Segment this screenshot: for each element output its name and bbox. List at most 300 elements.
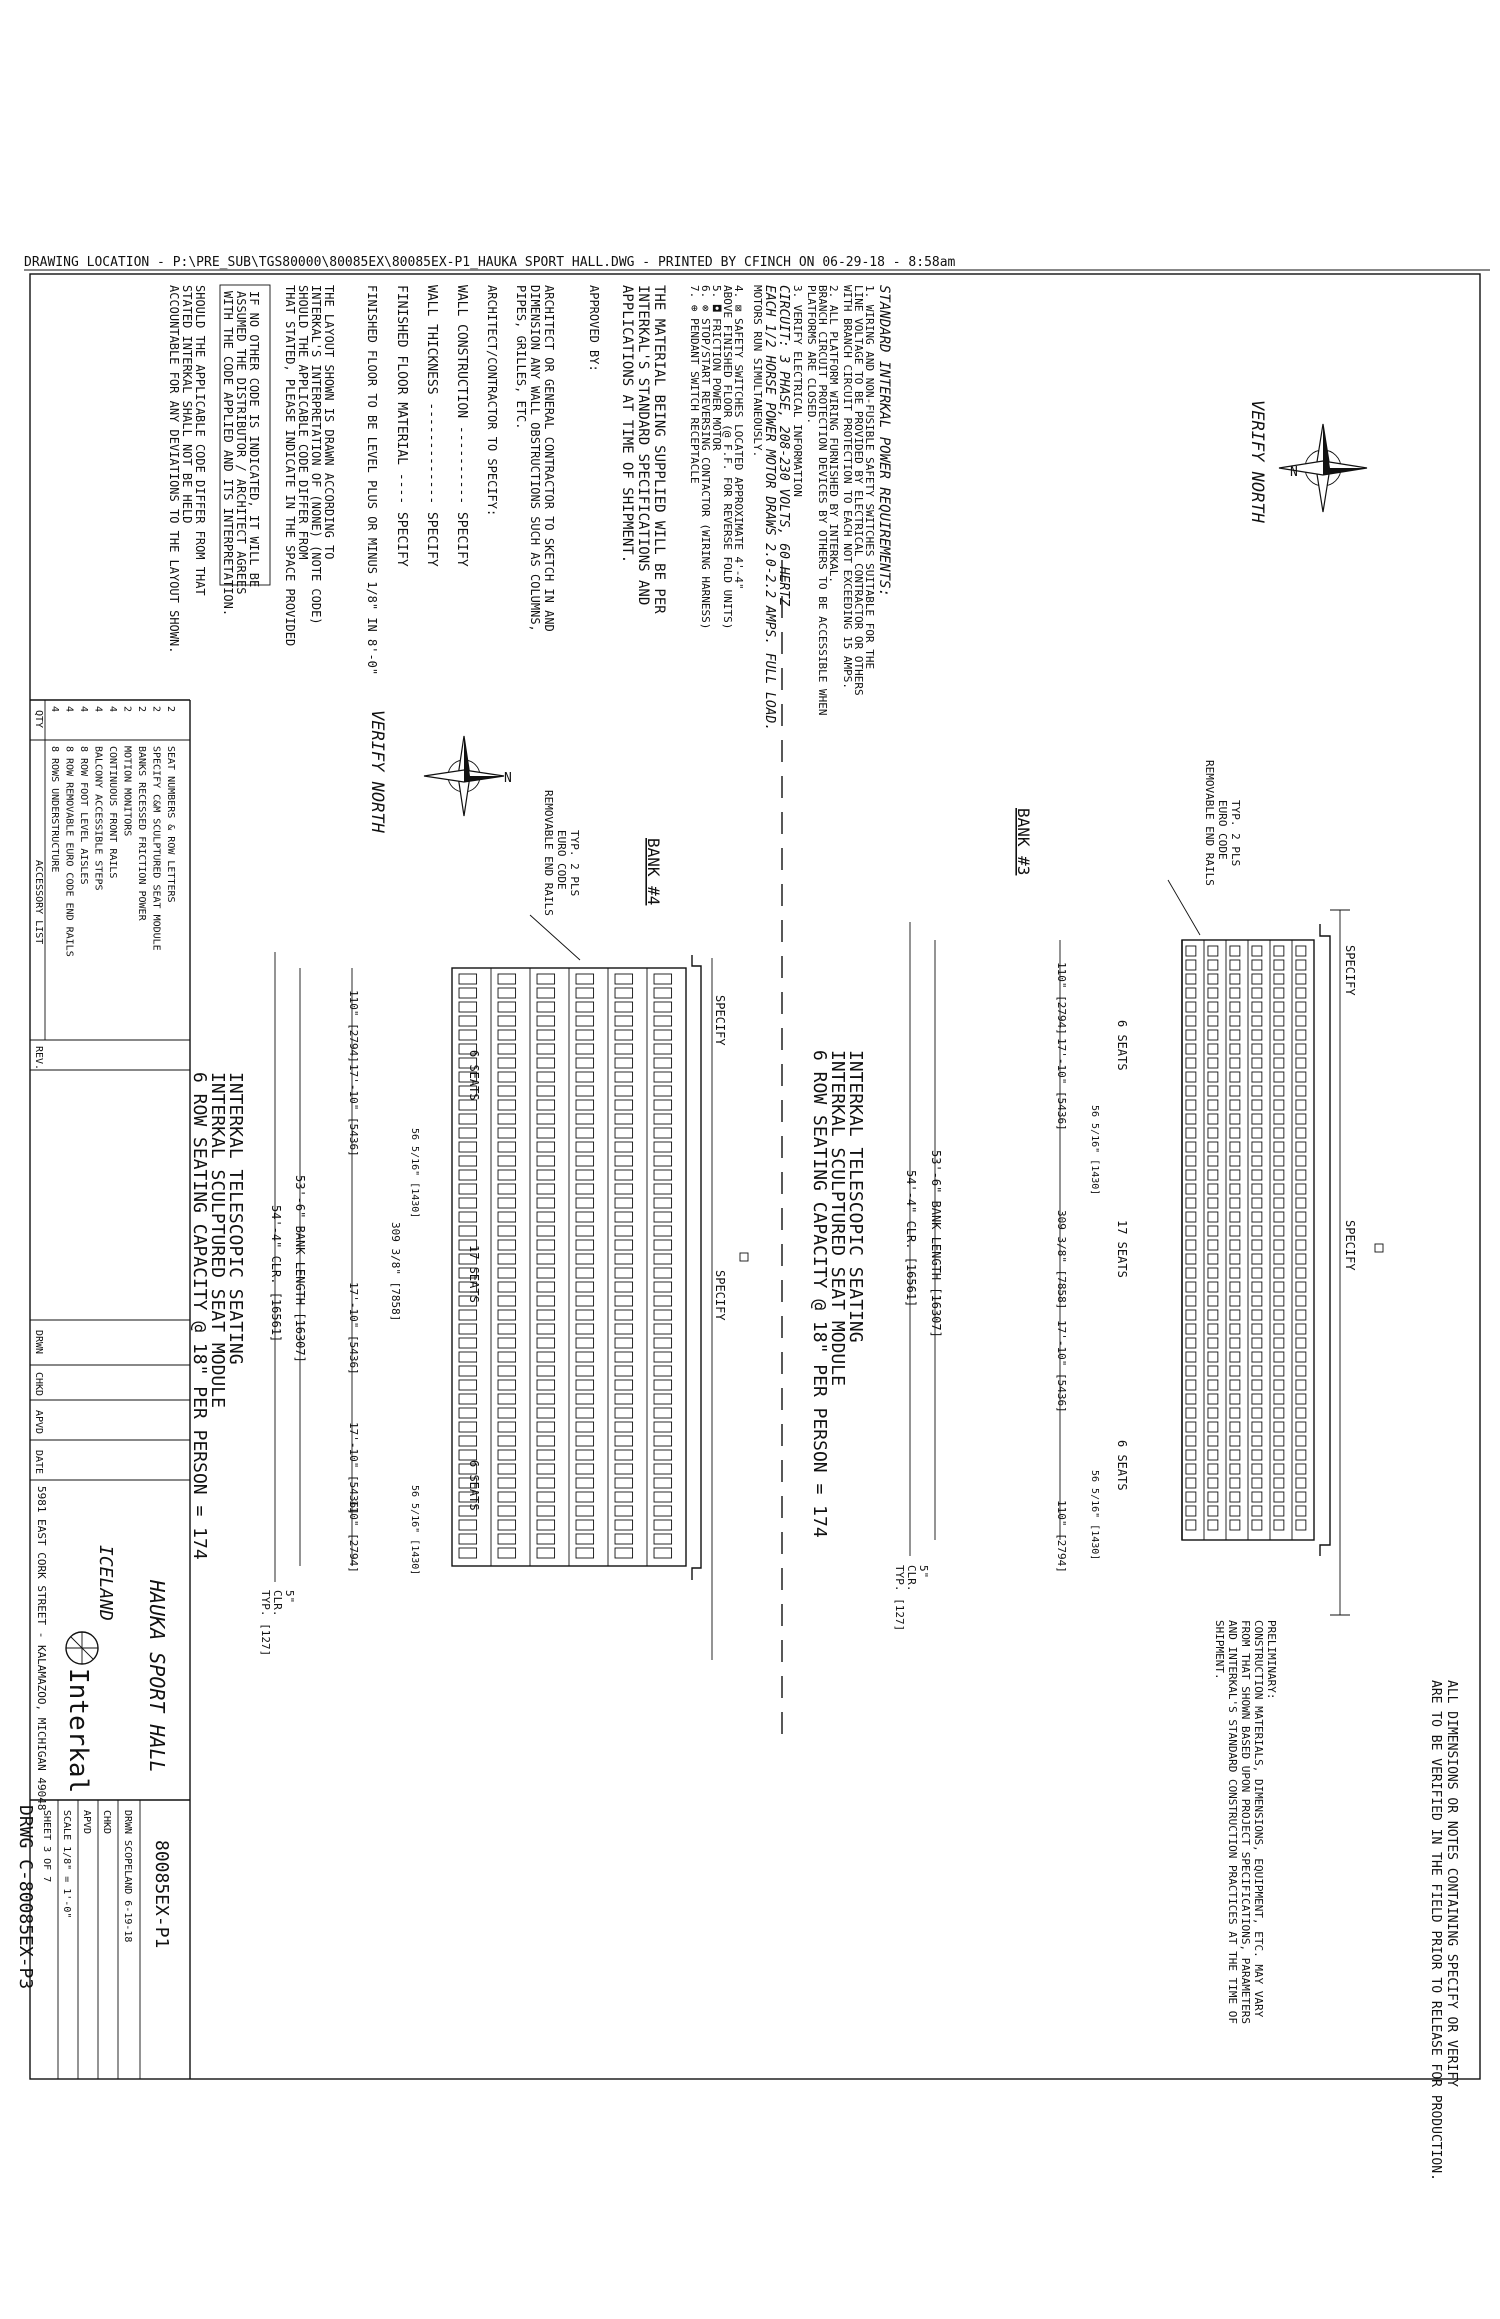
seat-module <box>615 1128 633 1138</box>
seat-module <box>1186 960 1196 970</box>
seat-module <box>576 1086 594 1096</box>
seat-module <box>615 1338 633 1348</box>
seat-module <box>1252 1492 1262 1502</box>
seat-module <box>1274 1310 1284 1320</box>
seat-module <box>459 1548 477 1558</box>
seat-module <box>654 1156 672 1166</box>
seat-module <box>1230 1324 1240 1334</box>
seat-module <box>498 1450 516 1460</box>
seat-module <box>654 1268 672 1278</box>
seat-module <box>654 1030 672 1040</box>
seat-module <box>459 1100 477 1110</box>
seat-module <box>654 1534 672 1544</box>
seat-module <box>1296 1352 1306 1362</box>
seat-module <box>537 1086 555 1096</box>
seat-module <box>1208 1478 1218 1488</box>
architect-note: ARCHITECT OR GENERAL CONTRACTOR TO SKETCH IN AND <box>542 285 556 632</box>
clearance-note: TYP. [127] <box>893 1565 906 1632</box>
seat-module <box>1274 1506 1284 1516</box>
seat-module <box>1274 1268 1284 1278</box>
seat-module <box>1230 1240 1240 1250</box>
seat-module <box>1208 1268 1218 1278</box>
seat-module <box>654 1520 672 1530</box>
seat-module <box>615 1506 633 1516</box>
seat-module <box>1252 1002 1262 1012</box>
seat-module <box>1208 1198 1218 1208</box>
seat-module <box>459 1380 477 1390</box>
seat-module <box>1274 1212 1284 1222</box>
seat-module <box>459 1016 477 1026</box>
seat-module <box>537 1128 555 1138</box>
seat-module <box>1186 1114 1196 1124</box>
seat-module <box>1186 1492 1196 1502</box>
seat-module <box>1296 1268 1306 1278</box>
seat-module <box>654 1016 672 1026</box>
seat-module <box>1296 1240 1306 1250</box>
seat-module <box>537 1016 555 1026</box>
seat-module <box>615 1044 633 1054</box>
seat-module <box>654 1058 672 1068</box>
bank-4 <box>189 790 748 1660</box>
seat-module <box>615 1002 633 1012</box>
seat-module <box>1186 1142 1196 1152</box>
seat-rows <box>1186 940 1306 1540</box>
seat-module <box>1274 1086 1284 1096</box>
seat-module <box>1208 1072 1218 1082</box>
seat-module <box>1186 1464 1196 1474</box>
seat-module <box>576 974 594 984</box>
seat-module <box>459 974 477 984</box>
dimension-label: 56 5/16" [1430] <box>409 1128 420 1219</box>
seat-module <box>1208 1450 1218 1460</box>
seat-module <box>1208 1366 1218 1376</box>
seat-module <box>537 1478 555 1488</box>
dimension-label: 17'-10" [5436] <box>347 1422 360 1515</box>
seat-module <box>1208 1002 1218 1012</box>
seat-module <box>1230 1520 1240 1530</box>
seat-module <box>615 1310 633 1320</box>
north-letter: N <box>1290 465 1298 480</box>
seat-module <box>1274 1296 1284 1306</box>
seat-module <box>1230 1198 1240 1208</box>
seat-module <box>459 1352 477 1362</box>
bank-length: 53'-6" BANK LENGTH [16307] <box>929 1150 943 1338</box>
seat-module <box>654 1548 672 1558</box>
seat-module <box>498 1240 516 1250</box>
seat-module <box>537 1198 555 1208</box>
preliminary-note: SHIPMENT. <box>1213 1620 1226 1680</box>
seat-module <box>1296 1184 1306 1194</box>
seat-module <box>615 1114 633 1124</box>
seat-module <box>459 1436 477 1446</box>
seat-module <box>537 1450 555 1460</box>
seat-module <box>615 1030 633 1040</box>
power-note-line: WITH BRANCH CIRCUIT PROTECTION TO EACH NOT EXCEEDING 15 AMPS. <box>841 285 854 689</box>
seat-module <box>1252 1324 1262 1334</box>
seat-module <box>654 1128 672 1138</box>
power-note-line: 4. ⊠ SAFETY SWITCHES LOCATED APPROXIMATE 4'-4" <box>732 285 745 590</box>
dimension-label: 56 5/16" [1430] <box>1089 1470 1100 1561</box>
dimension-label: 56 5/16" [1430] <box>1089 1105 1100 1196</box>
accessory-qty: 4 <box>78 706 89 713</box>
seat-module <box>654 1100 672 1110</box>
seat-module <box>1208 1492 1218 1502</box>
seat-module <box>654 1240 672 1250</box>
seat-module <box>1208 1422 1218 1432</box>
seat-module <box>1296 1072 1306 1082</box>
seat-module <box>537 1100 555 1110</box>
seat-module <box>1252 1086 1262 1096</box>
seat-module <box>1252 1310 1262 1320</box>
seat-module <box>654 1394 672 1404</box>
floor-level: FINISHED FLOOR TO BE LEVEL PLUS OR MINUS 1/8" IN 8'-0" <box>365 285 379 676</box>
seat-module <box>576 1408 594 1418</box>
seat-module <box>537 1492 555 1502</box>
seat-module <box>498 1492 516 1502</box>
accessory-qty: 4 <box>107 706 118 713</box>
seat-module <box>1274 1030 1284 1040</box>
seat-module <box>1274 1338 1284 1348</box>
seat-module <box>498 1254 516 1264</box>
seat-module <box>1274 1058 1284 1068</box>
seat-module <box>498 1352 516 1362</box>
seat-module <box>1252 1030 1262 1040</box>
accountable-note: SHOULD THE APPLICABLE CODE DIFFER FROM THAT <box>193 285 207 596</box>
seat-module <box>1230 960 1240 970</box>
seat-module <box>1230 974 1240 984</box>
seat-module <box>537 1170 555 1180</box>
seat-module <box>654 1226 672 1236</box>
seat-module <box>615 1394 633 1404</box>
end-rails-note: EURO CODE <box>555 830 568 890</box>
seat-module <box>1274 1324 1284 1334</box>
dimension-label: 110" [2794] <box>347 990 360 1063</box>
seat-module <box>1186 1128 1196 1138</box>
seat-module <box>615 1086 633 1096</box>
seat-module <box>498 1520 516 1530</box>
seat-module <box>1252 1478 1262 1488</box>
accessory-qty: 4 <box>63 706 75 713</box>
seat-module <box>1208 974 1218 984</box>
seat-module <box>498 1030 516 1040</box>
seat-module <box>576 1268 594 1278</box>
seat-module <box>1186 1086 1196 1096</box>
seat-module <box>615 1548 633 1558</box>
power-note-line: ABOVE FINISHED FLOOR (@ F.F. FOR REVERSE FOLD UNITS) <box>721 285 734 630</box>
seat-module <box>1274 1464 1284 1474</box>
seat-module <box>498 1002 516 1012</box>
seat-module <box>1186 1002 1196 1012</box>
accessory-qty: 4 <box>92 706 104 713</box>
seat-module <box>498 1100 516 1110</box>
seat-module <box>498 1478 516 1488</box>
seat-module <box>1230 1366 1240 1376</box>
title-block <box>15 700 190 2079</box>
preliminary-note: CONSTRUCTION MATERIALS, DIMENSIONS, EQUIPMENT, ETC. MAY VARY <box>1252 1620 1265 2018</box>
seat-module <box>459 1030 477 1040</box>
seat-module <box>498 1156 516 1166</box>
approved-by: APPROVED BY: <box>587 285 601 372</box>
seat-module <box>1296 1296 1306 1306</box>
code-box-line: IF NO OTHER CODE IS INDICATED, IT WILL BE <box>247 291 261 588</box>
seat-module <box>1296 1142 1306 1152</box>
seat-module <box>654 1324 672 1334</box>
accessory-item: 8 ROW FOOT LEVEL AISLES <box>78 746 89 885</box>
seat-module <box>1230 1114 1240 1124</box>
seat-module <box>1208 1142 1218 1152</box>
power-note-line: MOTORS RUN SIMULTANEOUSLY. <box>751 285 764 458</box>
seat-module <box>1186 1226 1196 1236</box>
seat-module <box>1252 1212 1262 1222</box>
seat-module <box>576 1520 594 1530</box>
seat-module <box>1252 1296 1262 1306</box>
seat-module <box>654 1002 672 1012</box>
power-note-line: 5. ◘ FRICTION POWER MOTOR <box>710 285 723 451</box>
seat-module <box>1230 988 1240 998</box>
seat-module <box>1230 1408 1240 1418</box>
seat-module <box>537 1464 555 1474</box>
seat-module <box>576 1394 594 1404</box>
seat-module <box>1252 1240 1262 1250</box>
seat-module <box>1274 1394 1284 1404</box>
seat-module <box>576 1380 594 1390</box>
seat-module <box>537 1226 555 1236</box>
seat-module <box>1186 1156 1196 1166</box>
wall-thickness: WALL THICKNESS ------------- SPECIFY <box>424 285 439 567</box>
seat-module <box>1186 1506 1196 1516</box>
seat-rows <box>459 968 672 1566</box>
seat-module <box>654 1352 672 1362</box>
seat-module <box>654 1408 672 1418</box>
seat-module <box>1252 1184 1262 1194</box>
seat-module <box>1252 1226 1262 1236</box>
seat-module <box>576 1422 594 1432</box>
seat-count-label: 6 SEATS <box>1115 1020 1129 1071</box>
seat-module <box>576 1044 594 1054</box>
qty-header: QTY <box>33 710 44 729</box>
seat-module <box>1252 1072 1262 1082</box>
seat-module <box>1252 1254 1262 1264</box>
seat-module <box>1252 1408 1262 1418</box>
clear-length: 54'-4" CLR. [16561] <box>904 1170 918 1308</box>
seat-module <box>1208 1338 1218 1348</box>
seat-module <box>1230 1254 1240 1264</box>
seat-module <box>1296 1002 1306 1012</box>
accessory-qty: 2 <box>150 706 162 713</box>
seat-module <box>498 1436 516 1446</box>
seat-module <box>1208 988 1218 998</box>
seat-module <box>498 1044 516 1054</box>
seat-module <box>1230 1436 1240 1446</box>
seat-module <box>615 1240 633 1250</box>
seat-module <box>615 1380 633 1390</box>
seat-module <box>654 1492 672 1502</box>
seat-module <box>1186 1366 1196 1376</box>
seat-module <box>1274 1198 1284 1208</box>
scale-label: SCALE 1/8" = 1'-0" <box>61 1810 72 1919</box>
specify-label: SPECIFY <box>1343 945 1357 996</box>
seat-module <box>1208 1352 1218 1362</box>
seat-module <box>615 1366 633 1376</box>
seat-module <box>615 1520 633 1530</box>
seat-module <box>576 1184 594 1194</box>
seat-module <box>1274 988 1284 998</box>
seat-module <box>654 1478 672 1488</box>
seat-module <box>1274 1002 1284 1012</box>
dimension-label: 110" [2794] <box>1055 1500 1068 1573</box>
seat-module <box>498 1548 516 1558</box>
seat-module <box>498 1296 516 1306</box>
preliminary-note: PRELIMINARY: <box>1265 1620 1278 1700</box>
seat-module <box>1252 1198 1262 1208</box>
seat-module <box>615 1422 633 1432</box>
seat-module <box>1230 1170 1240 1180</box>
seat-module <box>1186 1100 1196 1110</box>
seat-module <box>615 1268 633 1278</box>
rev-header: REV. <box>33 1046 44 1071</box>
accessory-item: SEAT NUMBERS & ROW LETTERS <box>165 746 176 903</box>
seat-module <box>1230 1100 1240 1110</box>
accessory-qty: 2 <box>136 706 147 713</box>
seat-module <box>537 1072 555 1082</box>
seat-module <box>1274 1478 1284 1488</box>
seat-module <box>1296 1282 1306 1292</box>
seat-module <box>498 1114 516 1124</box>
seat-module <box>1252 1156 1262 1166</box>
seat-module <box>498 1534 516 1544</box>
seat-module <box>1296 1324 1306 1334</box>
seat-module <box>1252 1016 1262 1026</box>
seat-module <box>537 1254 555 1264</box>
seat-module <box>1296 1366 1306 1376</box>
seat-module <box>1296 1212 1306 1222</box>
seat-module <box>1186 1520 1196 1530</box>
seat-module <box>1186 1030 1196 1040</box>
clearance-note: TYP. [127] <box>259 1590 272 1657</box>
seat-module <box>1252 1114 1262 1124</box>
seat-module <box>654 1282 672 1292</box>
seat-module <box>498 1464 516 1474</box>
seat-module <box>1274 1226 1284 1236</box>
seat-module <box>1230 1086 1240 1096</box>
code-box-line: ASSUMED THE DISTRIBUTOR / ARCHITECT AGREES <box>234 291 248 595</box>
seat-module <box>1274 1366 1284 1376</box>
seat-module <box>615 1464 633 1474</box>
seat-module <box>1208 1100 1218 1110</box>
seat-module <box>459 1450 477 1460</box>
seat-module <box>654 1254 672 1264</box>
seat-module <box>1186 1282 1196 1292</box>
seat-module <box>459 1366 477 1376</box>
seat-module <box>537 1282 555 1292</box>
seat-module <box>459 1534 477 1544</box>
seat-module <box>654 1310 672 1320</box>
bank-title: 6 ROW SEATING CAPACITY @ 18" PER PERSON = 174 <box>189 1072 210 1560</box>
rev-col: DATE <box>33 1450 44 1475</box>
bank-length: 53'-6" BANK LENGTH [16307] <box>293 1175 307 1363</box>
compass-north-bottom <box>367 710 512 834</box>
rev-col: APVD <box>33 1410 44 1435</box>
seat-module <box>1186 1254 1196 1264</box>
seat-module <box>459 1408 477 1418</box>
seat-module <box>1208 1128 1218 1138</box>
seat-module <box>615 1254 633 1264</box>
seat-module <box>1296 1338 1306 1348</box>
seat-module <box>459 1002 477 1012</box>
seat-module <box>1252 1380 1262 1390</box>
seat-module <box>1230 1016 1240 1026</box>
seat-module <box>1252 960 1262 970</box>
seat-module <box>576 988 594 998</box>
seat-module <box>1274 1352 1284 1362</box>
seat-module <box>1274 1282 1284 1292</box>
material-note: APPLICATIONS AT TIME OF SHIPMENT. <box>619 285 635 564</box>
seat-module <box>498 1170 516 1180</box>
seat-count-label: 6 SEATS <box>467 1050 481 1101</box>
seat-module <box>498 1268 516 1278</box>
seat-module <box>1208 1226 1218 1236</box>
seat-module <box>576 1170 594 1180</box>
seat-module <box>459 1338 477 1348</box>
seat-module <box>498 1324 516 1334</box>
dimension-label: 110" [2794] <box>1055 962 1068 1035</box>
bank-title: INTERKAL TELESCOPIC SEATING <box>845 1050 866 1343</box>
seat-count-label: 17 SEATS <box>1115 1220 1129 1278</box>
seat-module <box>1296 1170 1306 1180</box>
seat-module <box>1230 1352 1240 1362</box>
seat-module <box>654 1464 672 1474</box>
wall-construction: WALL CONSTRUCTION ---------- SPECIFY <box>454 285 469 567</box>
seat-module <box>1208 1016 1218 1026</box>
seat-module <box>1252 1436 1262 1446</box>
accountable-note: STATED INTERKAL SHALL NOT BE HELD <box>180 285 194 524</box>
seat-module <box>576 1282 594 1292</box>
seat-module <box>654 1506 672 1516</box>
rev-col: DRWN <box>33 1330 44 1355</box>
seat-module <box>1252 1520 1262 1530</box>
seat-module <box>576 1450 594 1460</box>
dimension-label: 17'-10" [5436] <box>347 1282 360 1375</box>
seat-module <box>459 1128 477 1138</box>
seat-module <box>1274 1492 1284 1502</box>
seat-module <box>576 1226 594 1236</box>
seat-module <box>1186 1212 1196 1222</box>
seat-module <box>498 1198 516 1208</box>
seat-module <box>1230 1030 1240 1040</box>
clear-length: 54'-4" CLR. [16561] <box>269 1205 283 1343</box>
bank-title: INTERKAL TELESCOPIC SEATING <box>225 1072 246 1365</box>
seat-module <box>576 1030 594 1040</box>
motor-icon <box>740 1253 748 1261</box>
seat-module <box>1296 1156 1306 1166</box>
seat-module <box>654 1114 672 1124</box>
job-number: 80085EX-P1 <box>151 1840 172 1949</box>
seat-count-label: 6 SEATS <box>467 1460 481 1511</box>
end-rails-note: EURO CODE <box>1216 800 1229 860</box>
seat-module <box>615 1058 633 1068</box>
specify-heading: ARCHITECT/CONTRACTOR TO SPECIFY: <box>485 285 499 517</box>
seat-module <box>1208 1506 1218 1516</box>
seat-module <box>1252 988 1262 998</box>
power-notes-title: STANDARD INTERKAL POWER REQUIREMENTS: <box>876 285 892 597</box>
seat-module <box>615 1212 633 1222</box>
seat-module <box>1274 1100 1284 1110</box>
seat-module <box>1252 1100 1262 1110</box>
seat-module <box>1296 1506 1306 1516</box>
seat-module <box>654 1296 672 1306</box>
seat-module <box>654 1436 672 1446</box>
verify-north-label: VERIFY NORTH <box>1247 400 1267 523</box>
